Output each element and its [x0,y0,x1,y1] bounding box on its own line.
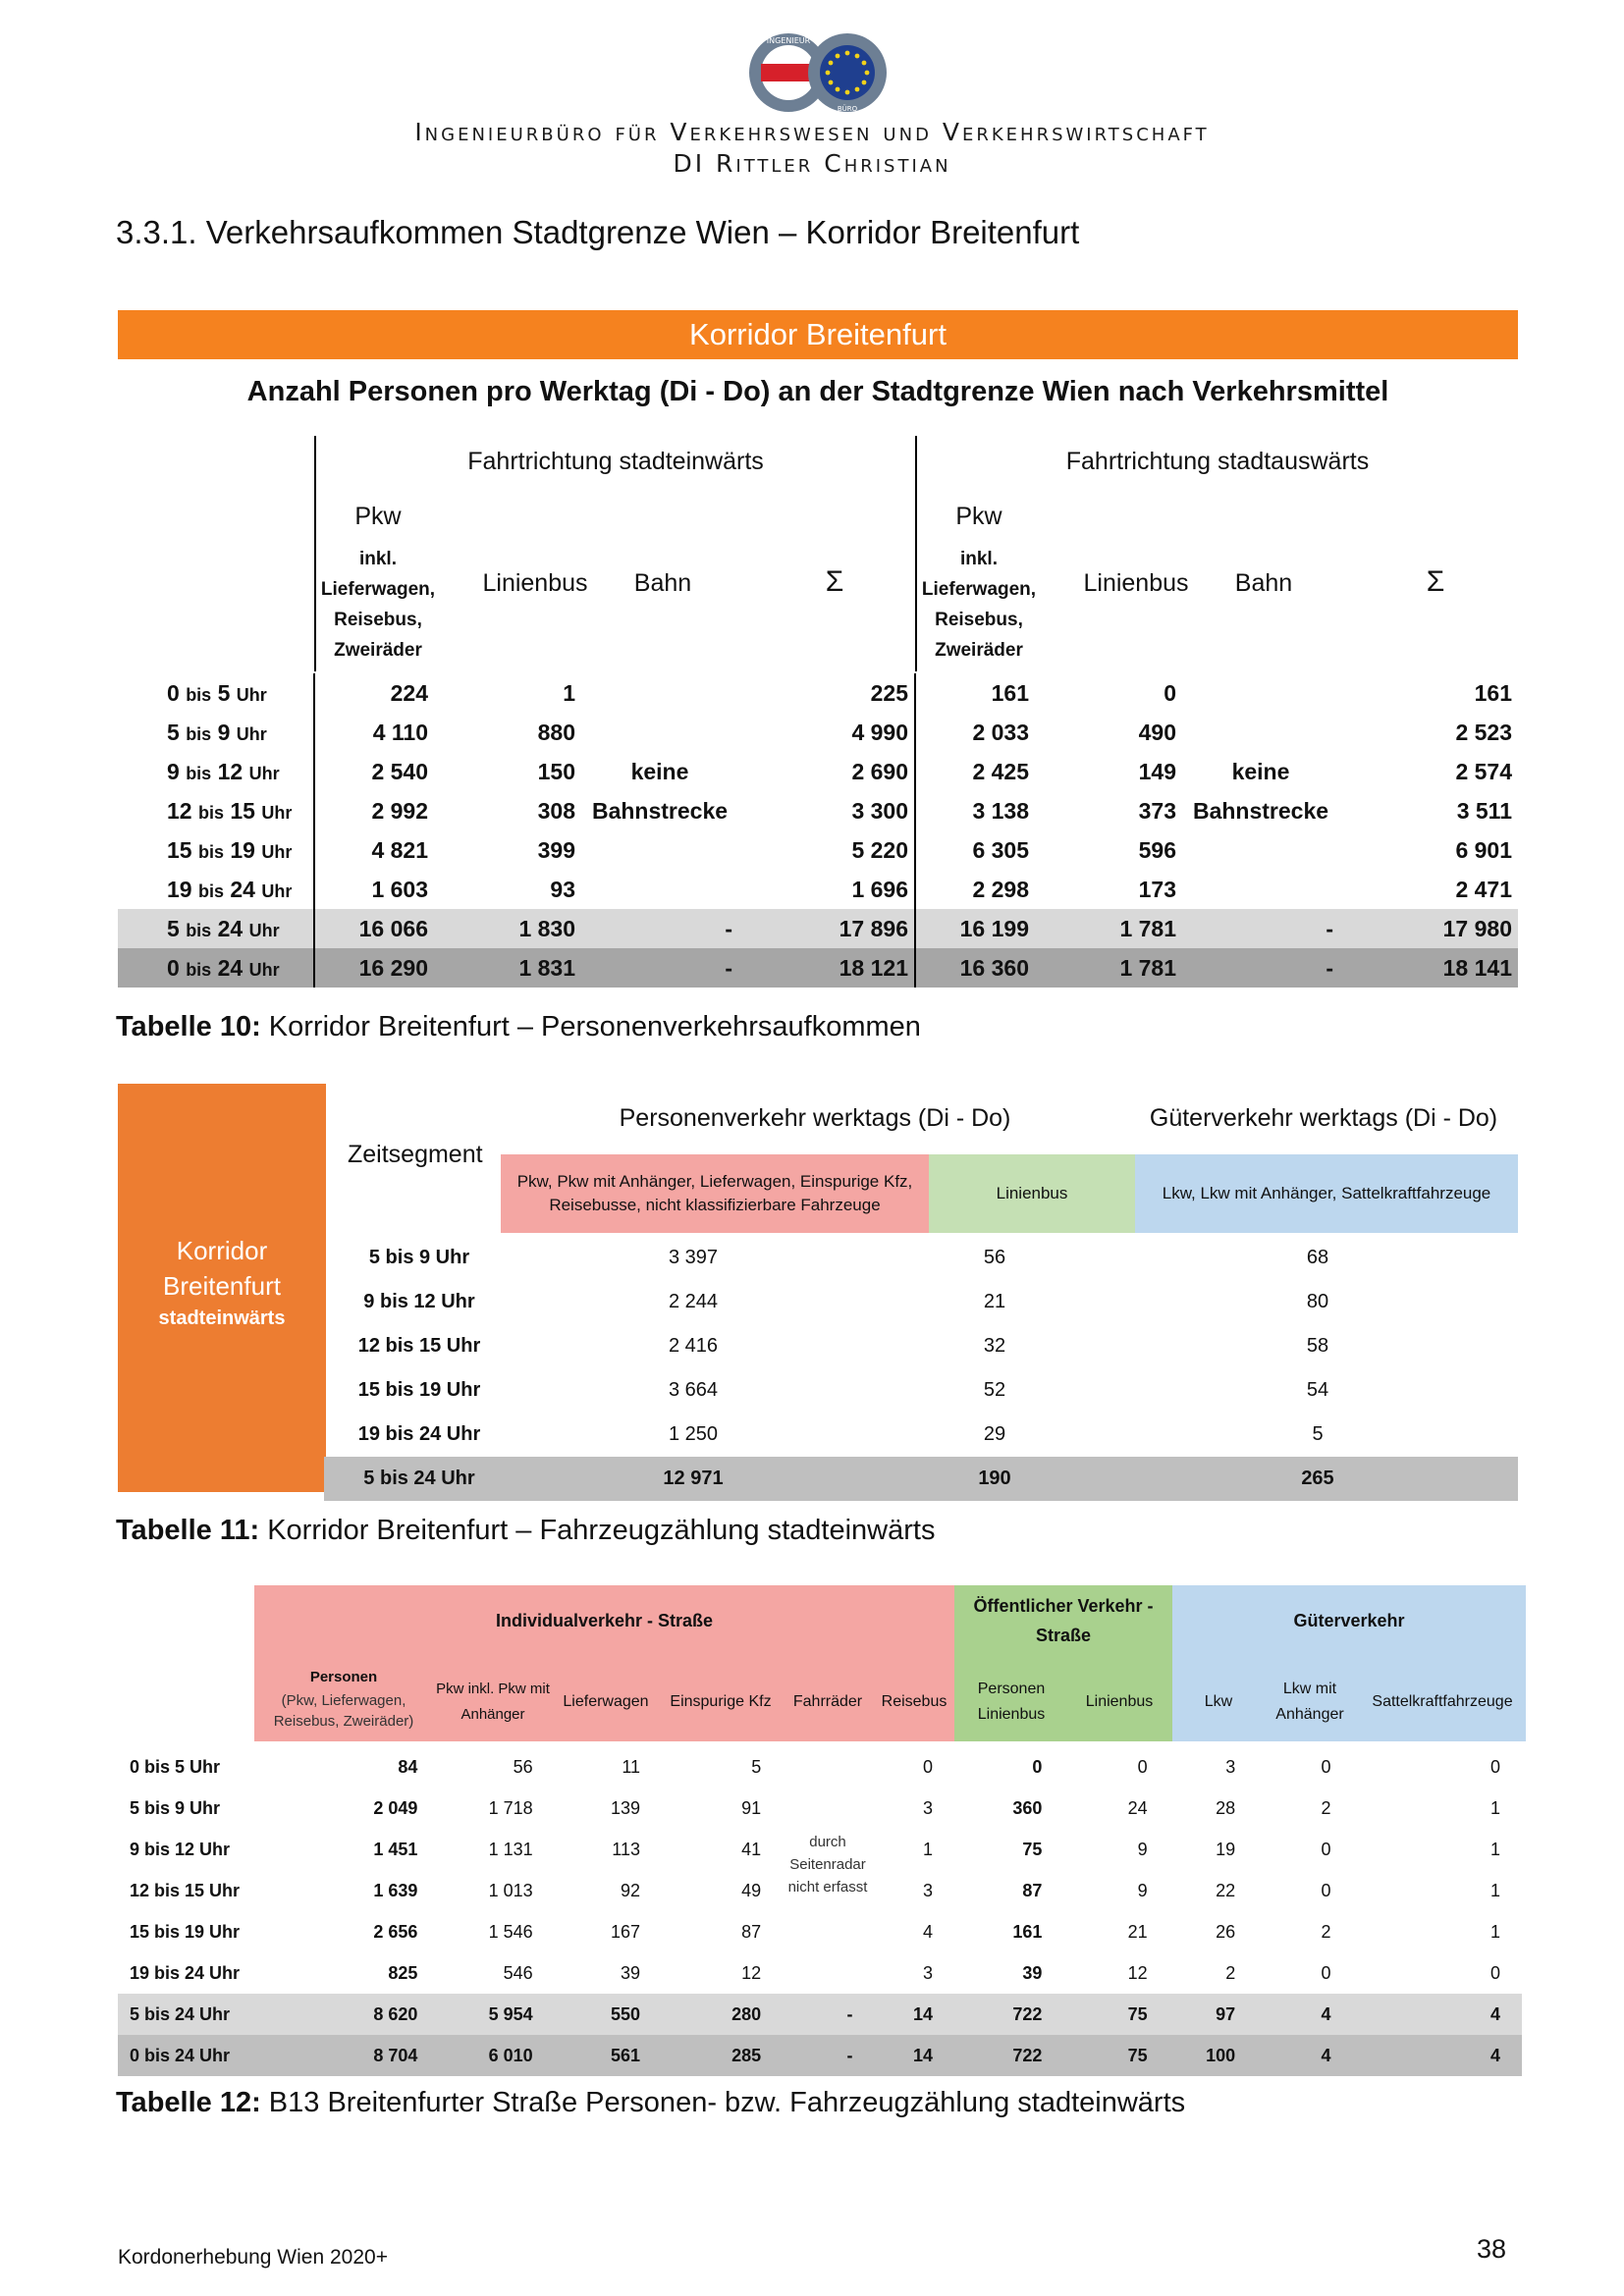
table-row [118,1994,1522,2035]
linienbus-cell: 75 [1063,1994,1168,2035]
empty-cell [581,830,738,870]
lkw-cell: 68 [1306,1247,1329,1268]
col-pkw-out-sub: inkl. Lieferwagen, Reisebus, Zweiräder [921,549,1037,661]
linienbus-cell: 75 [1063,2035,1168,2076]
table11 [324,1236,1518,1501]
side-subtitle: stadteinwärts [158,1308,286,1329]
grp-gueter: Güterverkehr [1293,1611,1405,1630]
lkw-cell: 28 [1216,1797,1236,1818]
dash-cell: - [783,2035,874,2076]
lieferwagen-cell: 113 [612,1839,640,1859]
lkw-anhaenger-cell: 0 [1321,1962,1331,1983]
col-sattelkraft: Sattelkraftfahrzeuge [1372,1693,1513,1710]
sattel-cell: 1 [1489,1880,1500,1900]
row-label: 9 bis 12 Uhr [130,1839,231,1859]
personen-cell: 825 [388,1962,418,1983]
linienbus-cell: 12 [1127,1962,1148,1983]
table-row [118,673,1518,713]
bus-cell: 52 [983,1379,1006,1401]
out-pkw-cell: 3 138 [915,791,1035,830]
row-label: 0 bis 24 Uhr [118,948,314,988]
row-label: 19 bis 24 Uhr [130,1962,241,1983]
no-rail-note: Bahnstrecke [1192,797,1329,824]
table-row [118,870,1518,909]
einspurig-cell: 285 [662,2035,783,2076]
personen-linienbus-cell: 722 [954,1994,1063,2035]
table11-caption: Tabelle 11: Korridor Breitenfurt – Fahrzeugzählung stadteinwärts [116,1515,936,1546]
bus-cell: 32 [983,1335,1006,1357]
row-label: 5 bis 24 Uhr [118,1994,264,2035]
out-bus-cell: 1 781 [1035,948,1182,988]
out-sum-cell: 6 901 [1455,836,1512,863]
lkw-cell: 22 [1216,1880,1236,1900]
row-label: 5 bis 9 Uhr [167,719,267,745]
col-lieferwagen: Lieferwagen [563,1693,649,1710]
personen-linienbus-cell: 161 [1012,1921,1043,1942]
empty-cell [581,713,738,752]
personen-linienbus-cell: 39 [1022,1962,1043,1983]
person-header: Personenverkehr werktags (Di - Do) [619,1104,1011,1132]
dash-cell: - [581,909,738,948]
pkw-cell: 6 010 [439,2035,554,2076]
lkw-cell: 3 [1225,1756,1236,1777]
linienbus-cell: 24 [1127,1797,1148,1818]
sub-lkw-header: Lkw, Lkw mit Anhänger, Sattelkraftfahrzeuge [1135,1154,1518,1233]
einspurig-cell: 280 [662,1994,783,2035]
sub-pkw-header: Pkw, Pkw mit Anhänger, Lieferwagen, Einspurige Kfz, Reisebusse, nicht klassifizierbare Fahrzeuge [501,1154,929,1233]
pkw-cell: 2 416 [668,1335,719,1357]
col-pkw-in: Pkw [354,503,402,530]
out-bus-cell: 373 [1138,797,1176,824]
row-label: 9 bis 12 Uhr [167,758,280,784]
einspurig-cell: 49 [741,1880,762,1900]
pkw-cell: 546 [503,1962,533,1983]
col-pkw-out: Pkw [955,503,1002,530]
out-pkw-cell: 2 425 [915,752,1035,791]
zeitsegment-label: Zeitsegment [348,1141,483,1168]
table-row [118,830,1518,870]
personen-linienbus-cell: 0 [1032,1756,1043,1777]
lkw-cell: 58 [1306,1335,1329,1357]
in-sum-cell: 1 696 [851,876,908,902]
lkw-cell: 26 [1216,1921,1236,1942]
page-number: 38 [1476,2234,1506,2264]
lieferwagen-cell: 92 [620,1880,640,1900]
empty-cell [581,870,738,909]
in-bus-cell: 1 831 [434,948,581,988]
row-label: 0 bis 5 Uhr [130,1756,221,1777]
empty-cell [783,1788,874,1829]
dir-in-header: Fahrtrichtung stadteinwärts [467,448,764,475]
sattel-cell: 1 [1489,1797,1500,1818]
reisebus-cell: 3 [923,1797,934,1818]
row-label: 0 bis 5 Uhr [167,679,267,706]
row-label: 12 bis 15 Uhr [130,1880,241,1900]
out-pkw-cell: 16 199 [915,909,1035,948]
table-row [118,2035,1522,2076]
out-bus-cell: 0 [1164,679,1176,706]
out-sum-cell: 2 523 [1455,719,1512,745]
col-bahn-out: Bahn [1234,569,1293,597]
section-title: 3.3.1. Verkehrsaufkommen Stadtgrenze Wien – Korridor Breitenfurt [116,214,1080,250]
reisebus-cell: 3 [923,1962,934,1983]
lkw-anhaenger-cell: 0 [1321,1756,1331,1777]
row-label: 5 bis 24 Uhr [118,909,314,948]
bus-cell: 21 [983,1291,1006,1312]
empty-cell [1182,713,1339,752]
personen-linienbus-cell: 75 [1022,1839,1043,1859]
reisebus-cell: 1 [923,1839,934,1859]
out-pkw-cell: 161 [915,673,1035,713]
gueter-header: Güterverkehr werktags (Di - Do) [1149,1104,1498,1132]
sattel-cell: 1 [1489,1839,1500,1859]
pkw-cell: 5 954 [439,1994,554,2035]
personen-cell: 84 [398,1756,418,1777]
col-reisebus: Reisebus [881,1693,947,1710]
lieferwagen-cell: 139 [610,1797,640,1818]
dash-cell: - [783,1994,874,2035]
lkw-cell: 80 [1306,1291,1329,1312]
row-label: 15 bis 19 Uhr [130,1921,241,1942]
empty-cell [1182,673,1339,713]
col-bus-out: Linienbus [1083,569,1189,597]
lkw-cell: 97 [1169,1994,1258,2035]
out-bus-cell: 149 [1138,758,1176,784]
col-sum-out: Σ [1426,565,1445,598]
table10-subtitle: Anzahl Personen pro Werktag (Di - Do) an der Stadtgrenze Wien nach Verkehrsmittel [246,376,1389,407]
in-pkw-cell: 1 603 [314,870,434,909]
table-row [118,1911,1522,1952]
out-sum-cell: 3 511 [1456,797,1512,824]
col-personen-linienbus: Personen Linienbus [977,1681,1046,1723]
sattel-cell: 0 [1489,1756,1500,1777]
sattel-cell: 1 [1489,1921,1500,1942]
lkw-anhaenger-cell: 0 [1321,1880,1331,1900]
no-rail-note: keine [630,758,689,784]
col-bus-in: Linienbus [482,569,588,597]
row-label: 19 bis 24 Uhr [167,876,293,902]
table-row [118,713,1518,752]
linienbus-cell: 9 [1137,1839,1148,1859]
grp-oev: Öffentlicher Verkehr - Straße [973,1596,1154,1645]
empty-cell [783,1746,874,1788]
lkw-anhaenger-cell: 4 [1257,2035,1352,2076]
out-sum-cell: 18 141 [1339,948,1518,988]
in-bus-cell: 150 [537,758,575,784]
table10 [118,673,1518,988]
row-label: 9 bis 12 Uhr [363,1291,475,1312]
sattel-cell: 4 [1352,2035,1522,2076]
in-pkw-cell: 224 [314,673,434,713]
col-einspurig: Einspurige Kfz [670,1693,772,1710]
einspurig-cell: 5 [751,1756,762,1777]
in-sum-cell: 225 [870,679,908,706]
col-personen-sub: (Pkw, Lieferwagen, Reisebus, Zweiräder) [273,1692,414,1730]
table-row [118,791,1518,830]
table-row [324,1324,1518,1368]
personen-cell: 8 620 [264,1994,440,2035]
in-sum-cell: 3 300 [851,797,908,824]
table-row [118,948,1518,988]
col-lkw: Lkw [1204,1693,1233,1710]
lkw-cell: 100 [1169,2035,1258,2076]
table-row [324,1413,1518,1457]
personen-linienbus-cell: 87 [1022,1880,1043,1900]
empty-cell [783,1952,874,1994]
out-pkw-cell: 6 305 [915,830,1035,870]
table-row [118,909,1518,948]
col-pkw-in-sub: inkl. Lieferwagen, Reisebus, Zweiräder [320,549,436,661]
bus-cell: 190 [872,1457,1117,1501]
table-row [324,1236,1518,1280]
in-sum-cell: 17 896 [738,909,915,948]
bus-cell: 56 [983,1247,1006,1268]
dir-out-header: Fahrtrichtung stadtauswärts [1065,448,1370,475]
einspurig-cell: 87 [741,1921,762,1942]
pkw-cell: 3 397 [668,1247,719,1268]
in-sum-cell: 5 220 [851,836,908,863]
table11-side-panel [118,1084,326,1492]
row-label: 19 bis 24 Uhr [357,1423,481,1445]
out-bus-cell: 173 [1138,876,1176,902]
in-bus-cell: 93 [550,876,575,902]
lkw-anhaenger-cell: 2 [1321,1921,1331,1942]
dash-cell: - [1182,948,1339,988]
bus-cell: 29 [983,1423,1006,1445]
sub-bus-header: Linienbus [929,1154,1135,1233]
personen-linienbus-cell: 360 [1012,1797,1043,1818]
linienbus-cell: 0 [1137,1756,1148,1777]
out-pkw-cell: 2 033 [915,713,1035,752]
lkw-anhaenger-cell: 0 [1321,1839,1331,1859]
header-company-line2: DI Rittler Christian [673,149,951,178]
pkw-cell: 12 971 [514,1457,872,1501]
svg-text:BÜRO: BÜRO [837,105,858,113]
table-row [324,1368,1518,1413]
in-bus-cell: 308 [537,797,575,824]
personen-cell: 8 704 [264,2035,440,2076]
in-bus-cell: 1 830 [434,909,581,948]
lieferwagen-cell: 550 [555,1994,662,2035]
col-lkw-anhaenger: Lkw mit Anhänger [1275,1681,1344,1723]
personen-linienbus-cell: 722 [954,2035,1063,2076]
header-company-line1: Ingenieurbüro für Verkehrswesen und Verkehrswirtschaft [414,118,1210,146]
col-personen: Personen [309,1669,378,1685]
table-row [324,1280,1518,1324]
row-label: 12 bis 15 Uhr [167,797,293,824]
out-pkw-cell: 2 298 [915,870,1035,909]
in-pkw-cell: 2 992 [314,791,434,830]
lkw-anhaenger-cell: 2 [1321,1797,1331,1818]
pkw-cell: 56 [513,1756,533,1777]
einspurig-cell: 41 [741,1839,762,1859]
lkw-cell: 54 [1306,1379,1329,1401]
in-bus-cell: 399 [537,836,575,863]
table10-banner: Korridor Breitenfurt [118,310,1518,359]
lieferwagen-cell: 39 [620,1962,640,1983]
in-bus-cell: 1 [563,679,575,706]
in-pkw-cell: 16 290 [314,948,434,988]
out-sum-cell: 2 471 [1455,876,1512,902]
out-bus-cell: 490 [1138,719,1176,745]
table-row [118,1952,1522,1994]
out-bus-cell: 1 781 [1035,909,1182,948]
row-label: 5 bis 24 Uhr [324,1457,514,1501]
pkw-cell: 1 718 [488,1797,533,1818]
pkw-cell: 1 013 [488,1880,533,1900]
personen-cell: 2 049 [373,1797,418,1818]
col-sum-in: Σ [825,565,844,598]
table12 [118,1746,1522,2076]
dash-cell: - [581,948,738,988]
table-row [118,1788,1522,1829]
company-logo [744,29,892,116]
personen-cell: 2 656 [373,1921,418,1942]
no-rail-note: keine [1231,758,1290,784]
row-label: 5 bis 9 Uhr [130,1797,221,1818]
table-row [118,752,1518,791]
no-rail-note: Bahnstrecke [591,797,729,824]
col-pkw: Pkw inkl. Pkw mit Anhänger [436,1681,550,1723]
table-row [118,1746,1522,1788]
lkw-cell: 19 [1216,1839,1236,1859]
reisebus-cell: 3 [923,1880,934,1900]
lkw-cell: 265 [1117,1457,1518,1501]
table10-caption: Tabelle 10: Korridor Breitenfurt – Personenverkehrsaufkommen [116,1011,921,1042]
table12-caption: Tabelle 12: B13 Breitenfurter Straße Personen- bzw. Fahrzeugzählung stadteinwärts [116,2087,1186,2118]
in-sum-cell: 4 990 [851,719,908,745]
svg-text:INGENIEUR: INGENIEUR [766,36,811,45]
out-sum-cell: 161 [1474,679,1512,706]
in-sum-cell: 18 121 [738,948,915,988]
lieferwagen-cell: 561 [555,2035,662,2076]
in-bus-cell: 880 [537,719,575,745]
col-fahrraeder: Fahrräder [792,1693,863,1710]
row-label: 5 bis 9 Uhr [368,1247,470,1268]
personen-cell: 1 639 [373,1880,418,1900]
lkw-cell: 5 [1312,1423,1324,1445]
out-sum-cell: 17 980 [1339,909,1518,948]
einspurig-cell: 12 [741,1962,762,1983]
table-row [324,1457,1518,1501]
row-label: 15 bis 19 Uhr [167,836,293,863]
einspurig-cell: 91 [741,1797,762,1818]
empty-cell [581,673,738,713]
lkw-cell: 2 [1225,1962,1236,1983]
lieferwagen-cell: 11 [622,1756,640,1777]
personen-cell: 1 451 [373,1839,418,1859]
radar-note: durch Seitenradar nicht erfasst [787,1834,868,1896]
grp-individual: Individualverkehr - Straße [495,1611,714,1630]
in-pkw-cell: 4 110 [314,713,434,752]
in-pkw-cell: 2 540 [314,752,434,791]
sattel-cell: 4 [1352,1994,1522,2035]
in-pkw-cell: 16 066 [314,909,434,948]
side-title: Korridor Breitenfurt [163,1236,281,1301]
in-sum-cell: 2 690 [851,758,908,784]
pkw-cell: 1 250 [668,1423,719,1445]
dash-cell: - [1182,909,1339,948]
footer-doc-title: Kordonerhebung Wien 2020+ [118,2246,388,2269]
out-bus-cell: 596 [1138,836,1176,863]
linienbus-cell: 9 [1137,1880,1148,1900]
row-label: 15 bis 19 Uhr [357,1379,481,1401]
empty-cell [783,1911,874,1952]
pkw-cell: 1 546 [488,1921,533,1942]
col-bahn-in: Bahn [633,569,692,597]
lieferwagen-cell: 167 [610,1921,640,1942]
in-pkw-cell: 4 821 [314,830,434,870]
out-pkw-cell: 16 360 [915,948,1035,988]
sattel-cell: 0 [1489,1962,1500,1983]
out-sum-cell: 2 574 [1455,758,1512,784]
table10-header [118,436,1518,671]
reisebus-cell: 14 [874,2035,954,2076]
reisebus-cell: 14 [874,1994,954,2035]
row-label: 12 bis 15 Uhr [357,1335,481,1357]
row-label: 0 bis 24 Uhr [118,2035,264,2076]
reisebus-cell: 4 [923,1921,934,1942]
col-linienbus: Linienbus [1085,1693,1154,1710]
lkw-anhaenger-cell: 4 [1257,1994,1352,2035]
empty-cell [1182,870,1339,909]
pkw-cell: 2 244 [668,1291,719,1312]
empty-cell [1182,830,1339,870]
pkw-cell: 1 131 [488,1839,533,1859]
linienbus-cell: 21 [1127,1921,1148,1942]
reisebus-cell: 0 [923,1756,934,1777]
pkw-cell: 3 664 [668,1379,719,1401]
